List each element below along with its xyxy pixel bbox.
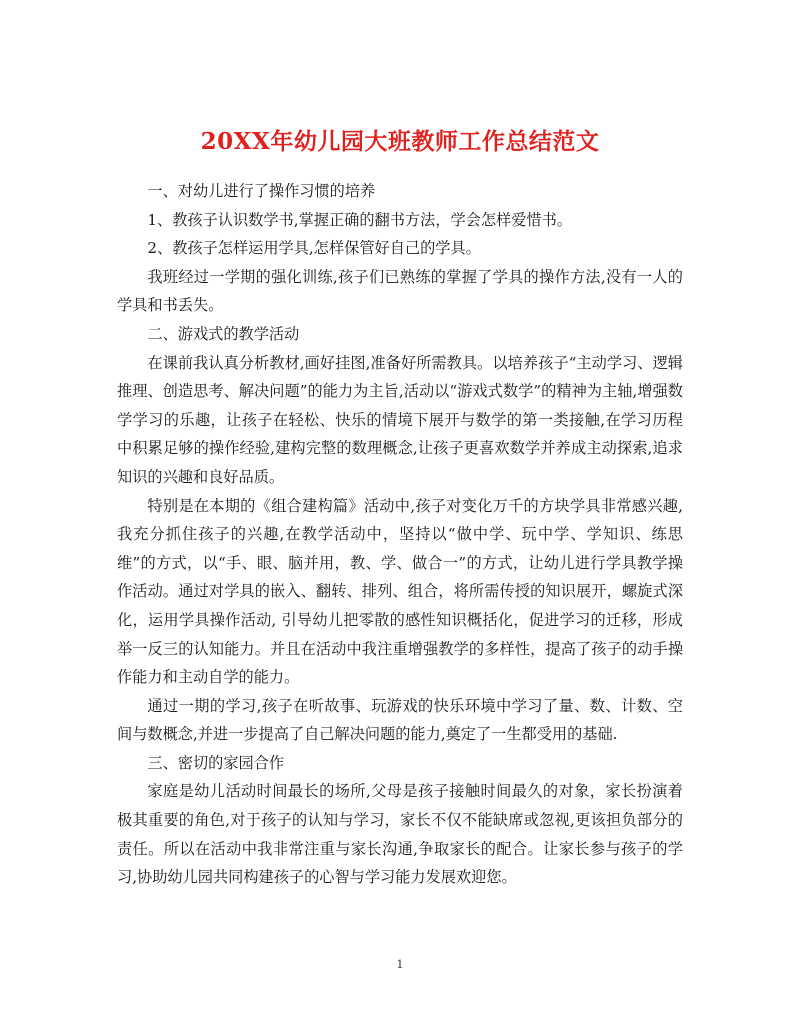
- section-heading-3: 三、密切的家园合作: [147, 753, 285, 772]
- list-item-2: 2、教孩子怎样运用学具,怎样保管好自己的学具。: [147, 239, 481, 258]
- document-title: 20XX年幼儿园大班教师工作总结范文: [200, 128, 600, 156]
- body-paragraph: 通过一期的学习,孩子在听故事、玩游戏的快乐环境中学习了量、数、计数、空间与数概念,并进一步提高了自己解决问题的能力,奠定了一生都受用的基础.: [117, 696, 683, 744]
- body-paragraph: 我班经过一学期的强化训练,孩子们已熟练的掌握了学具的操作方法,没有一人的学具和书丢失。: [117, 267, 683, 315]
- section-heading-2: 二、游戏式的教学活动: [147, 324, 300, 343]
- page-number: 1: [396, 958, 404, 971]
- body-paragraph: 特别是在本期的《组合建构篇》活动中,孩子对变化万千的方块学具非常感兴趣,我充分抓住孩子的兴趣,在教学活动中，坚持以“做中学、玩中学、学知识、练思维”的方式，以“手、眼、脑并用，教、学、做合一”的方式，让幼儿进行学具教学操作活动。通过对学具的嵌入、翻转、排列、组合，将所需传授的知识展开，螺旋式深化，运用学具操作活动, 引导幼儿把零散的感性知识概括化，促进学习的迁移，形成举一反三的认知能力。并且在活动中我注重增强教学的多样性，提高了孩子的动手操作能力和主动自学的能力。: [117, 496, 683, 687]
- section-heading-1: 一、对幼儿进行了操作习惯的培养: [147, 182, 376, 200]
- document-body: [117, 177, 683, 892]
- body-paragraph: 在课前我认真分析教材,画好挂图,准备好所需教具。以培养孩子“主动学习、逻辑推理、创造思考、解决问题”的能力为主旨,活动以“游戏式数学”的精神为主轴,增强数学学习的乐趣，让孩子在轻松、快乐的情境下展开与数学的第一类接触,在学习历程中积累足够的操作经验,建构完整的数理概念,让孩子更喜欢数学并养成主动探索,追求知识的兴趣和良好品质。: [117, 353, 683, 486]
- list-item-1: 1、教孩子认识数学书,掌握正确的翻书方法，学会怎样爱惜书。: [147, 210, 572, 229]
- body-paragraph: 家庭是幼儿活动时间最长的场所,父母是孩子接触时间最久的对象，家长扮演着极其重要的角色,对于孩子的认知与学习，家长不仅不能缺席或忽视,更该担负部分的责任。所以在活动中我非常注重与家长沟通,争取家长的配合。让家长参与孩子的学习,协助幼儿园共同构建孩子的心智与学习能力发展欢迎您。: [117, 782, 683, 887]
